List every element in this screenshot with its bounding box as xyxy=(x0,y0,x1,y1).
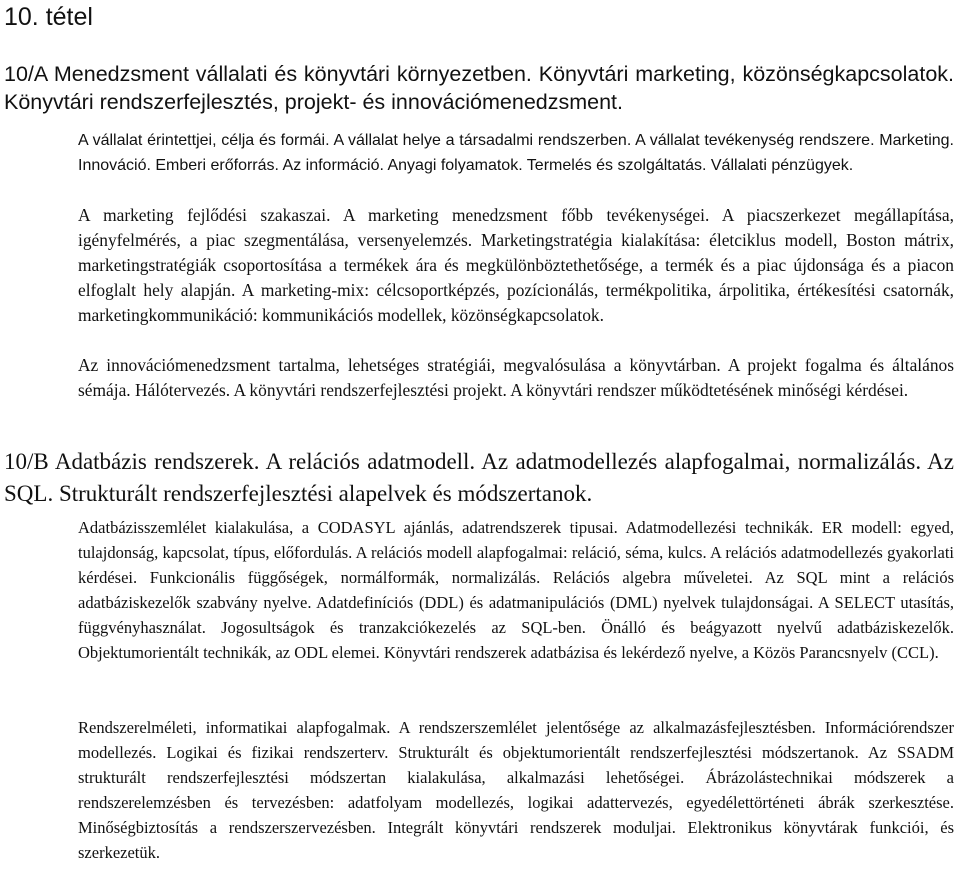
section-a-paragraph-1: A vállalat érintettjei, célja és formái. A vállalat helye a társadalmi rendszerben. A vállalat tevékenység rendszere. Marketing. Innováció. Emberi erőforrás. Az információ. Anyagi folyamatok. Termelés és szolgáltatás. Vállalati pénzügyek. xyxy=(78,132,954,174)
section-a-paragraph-3: Az innovációmenedzsment tartalma, lehetséges stratégiái, megvalósulása a könyvtárban. A projekt fogalma és általános sémája. Hálótervezés. A könyvtári rendszerfejlesztési projekt. A könyvtári rendszer működtetésének minőségi kérdései. xyxy=(78,355,954,400)
section-b-heading: 10/B Adatbázis rendszerek. A relációs adatmodell. Az adatmodellezés alapfogalmai, normalizálás. Az SQL. Strukturált rendszerfejlesztési alapelvek és módszertanok. xyxy=(4,449,954,506)
page-title: 10. tétel xyxy=(4,3,93,31)
section-b-paragraph-2: Rendszerelméleti, informatikai alapfogalmak. A rendszerszemlélet jelentősége az alkalmazásfejlesztésben. Információrendszer modellezés. Logikai és fizikai rendszerterv. Strukturált és objektumorientált rendszerfejlesztési módszertanok. Az SSADM strukturált rendszerfejlesztési módszertan kialakulása, alkalmazási lehetőségei. Ábrázolástechnikai módszerek a rendszerelemzésben és tervezésben: adatfolyam modellezés, logikai adattervezés, egyedélettörténeti ábrák szerkesztése. Minőségbiztosítás a rendszerszervezésben. Integrált könyvtári rendszerek moduljai. Elektronikus könyvtárak funkciói, és szerkezetük. xyxy=(78,718,954,862)
section-b-paragraph-1: Adatbázisszemlélet kialakulása, a CODASYL ajánlás, adatrendszerek tipusai. Adatmodellezési technikák. ER modell: egyed, tulajdonság, kapcsolat, típus, előfordulás. A relációs modell alapfogalmai: reláció, séma, kulcs. A relációs adatmodellezés gyakorlati kérdései. Funkcionális függőségek, normálformák, normalizálás. Relációs algebra műveletei. Az SQL mint a relációs adatbáziskezelők szabvány nyelve. Adatdefiníciós (DDL) és adatmanipulációs (DML) nyelvek tulajdonságai. A SELECT utasítás, függvényhasználat. Jogosultságok és tranzakciókezelés az SQL-ben. Önálló és beágyazott nyelvű adatbáziskezelők. Objektumorientált technikák, az ODL elemei. Könyvtári rendszerek adatbázisa és lekérdező nyelve, a Közös Parancsnyelv (CCL). xyxy=(78,518,954,662)
section-a-heading: 10/A Menedzsment vállalati és könyvtári környezetben. Könyvtári marketing, közönségkapcsolatok. Könyvtári rendszerfejlesztés, projekt- és innovációmenedzsment. xyxy=(4,62,954,114)
section-a-paragraph-2: A marketing fejlődési szakaszai. A marketing menedzsment főbb tevékenységei. A piacszerkezet megállapítása, igényfelmérés, a piac szegmentálása, versenyelemzés. Marketingstratégia kialakítása: életciklus modell, Boston mátrix, marketingstratégiák csoportosítása a termékek ára és megkülönböztethetősége, a termék és a piac újdonsága és a piacon elfoglalt hely alapján. A marketing-mix: célcsoportképzés, pozícionálás, termékpolitika, árpolitika, értékesítési csatornák, marketingkommunikáció: kommunikációs modellek, közönségkapcsolatok. xyxy=(78,205,954,325)
